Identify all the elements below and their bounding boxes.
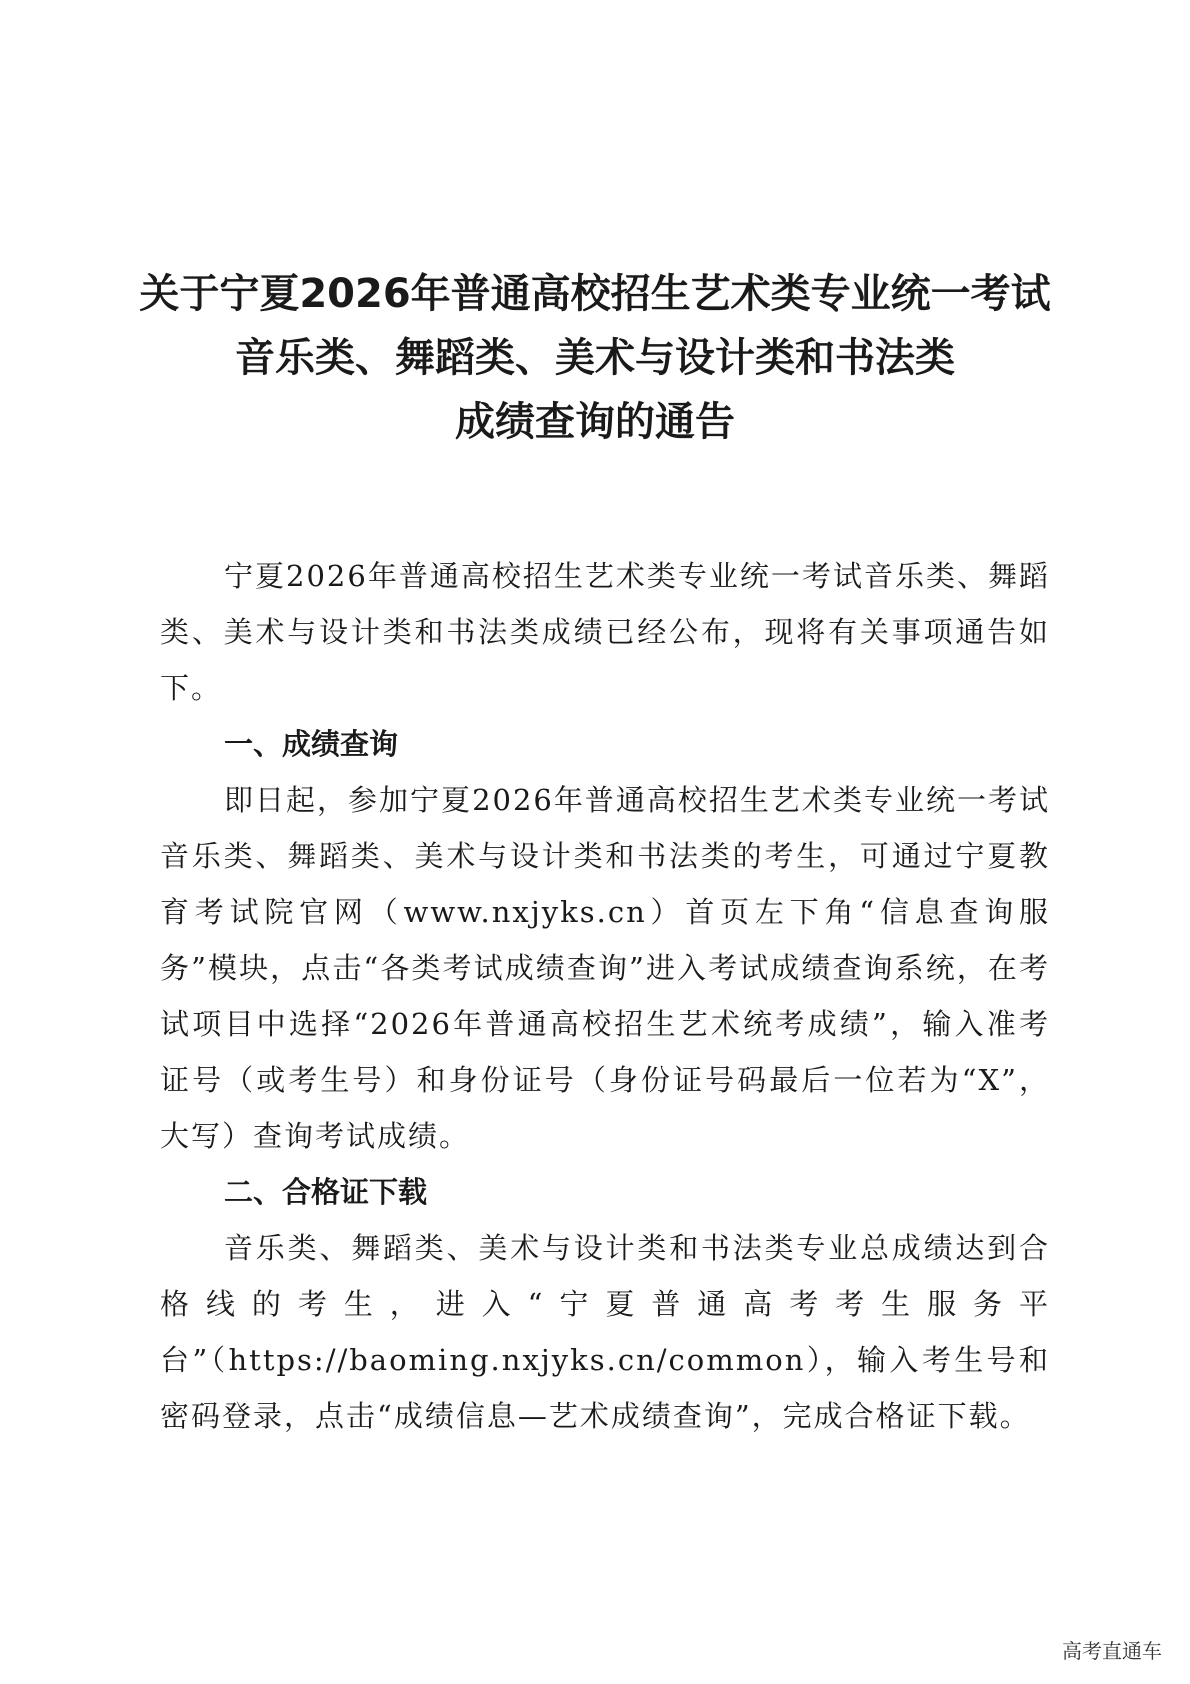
section-1-heading: 一、成绩查询	[224, 727, 399, 761]
section-2-paragraph: 音乐类、舞蹈类、美术与设计类和书法类专业总成绩达到合格线的考生，进入“宁夏普通高考考生服务平台”（https://baoming.nxjyks.cn/common），输入考生号和密码登录，点击“成绩信息—艺术成绩查询”，完成合格证下载。	[160, 1231, 1050, 1433]
title-line-2: 音乐类、舞蹈类、美术与设计类和书法类	[235, 335, 955, 381]
document-title	[0, 262, 1190, 454]
watermark: 高考直通车	[1062, 1639, 1162, 1663]
title-line-3: 成绩查询的通告	[455, 399, 735, 445]
document-body	[160, 548, 1050, 1444]
intro-paragraph: 宁夏2026年普通高校招生艺术类专业统一考试音乐类、舞蹈类、美术与设计类和书法类成绩已经公布，现将有关事项通告如下。	[160, 559, 1050, 705]
section-2-heading: 二、合格证下载	[224, 1175, 428, 1209]
title-line-1: 关于宁夏2026年普通高校招生艺术类专业统一考试	[139, 271, 1051, 317]
section-1-paragraph: 即日起，参加宁夏2026年普通高校招生艺术类专业统一考试音乐类、舞蹈类、美术与设计类和书法类的考生，可通过宁夏教育考试院官网（www.nxjyks.cn）首页左下角“信息查询服务”模块，点击“各类考试成绩查询”进入考试成绩查询系统，在考试项目中选择“2026年普通高校招生艺术统考成绩”，输入准考证号（或考生号）和身份证号（身份证号码最后一位若为“X”，大写）查询考试成绩。	[160, 783, 1050, 1153]
